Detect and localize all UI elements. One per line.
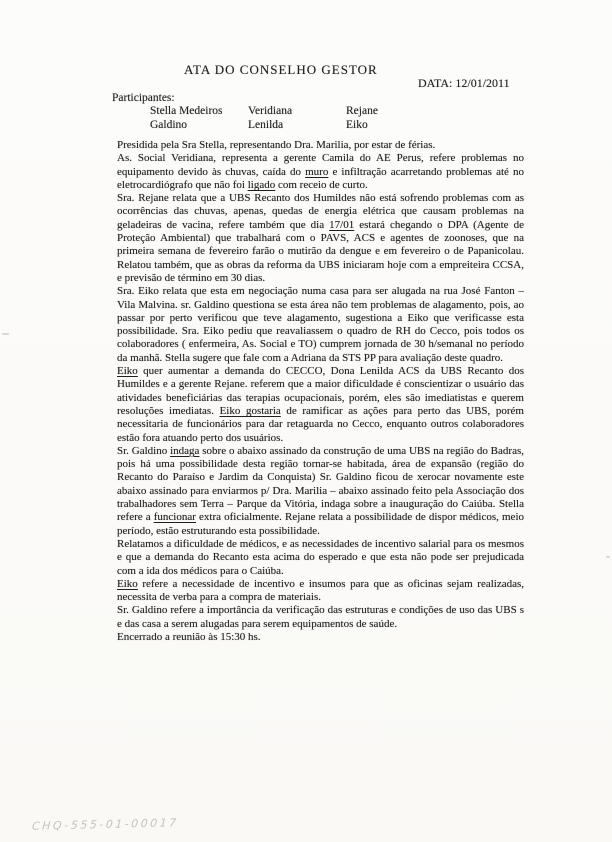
- participant-name: Galdino: [150, 118, 188, 131]
- participant-name: Veridiana: [248, 105, 293, 117]
- paragraph: [117, 365, 524, 445]
- text-segment: de ramificar as ações para perto das UBS, porém necessitaria de funcionários para dar retaguarda no Cecco, enquanto outros colaboradores estão fora atuando perto dos usuários.: [117, 404, 524, 444]
- paragraph: [117, 285, 524, 365]
- text-segment: Sr. Galdino: [117, 444, 171, 457]
- participants-row: [150, 105, 450, 119]
- paragraph: [117, 152, 524, 192]
- paragraph: [117, 538, 524, 578]
- text-segment: refere a necessidade de incentivo e insumos para que as oficinas sejam realizadas, necessita de verba para a compra de materiais.: [117, 577, 524, 604]
- text-segment: Presidida pela Sra Stella, representando Dra. Marilia, por estar de férias.: [117, 139, 436, 151]
- document-date: DATA: 12/01/2011: [418, 76, 510, 90]
- paragraph: [117, 139, 524, 152]
- text-segment: estará chegando o DPA (Agente de Proteção Ambiental) que trabalhará com o PAVS, ACS e agentes de zoonoses, que na primeira semana de fevereiro farão o mutirão da dengue e em fevereiro o de Papanicolau. Relatou também, que as obras da reforma da UBS iniciaram hoje com a empreiteira CCSA, e previsão de término em 30 dias.: [117, 218, 524, 284]
- participant-name: Stella Medeiros: [150, 105, 223, 117]
- text-segment: Relatamos a dificuldade de médicos, e as necessidades de incentivo salarial para os mesmos e que a demanda do Recanto esta acima do esperado e que esta não pode ser prejudicada com a ida dos médicos para o Caiúba.: [117, 537, 524, 577]
- closing-line: Encerrado a reunião às 15:30 hs.: [117, 630, 261, 643]
- paragraph: [117, 578, 524, 605]
- underlined-text: Eiko: [117, 365, 138, 378]
- underlined-text: indaga: [170, 444, 200, 457]
- scan-artifact: [606, 556, 610, 558]
- text-segment: As. Social Veridiana, representa a gerente Camila do AE Perus, refere problemas no equipamento devido às chuvas, caída do: [117, 152, 524, 178]
- text-segment: quer aumentar a demanda do CECCO, Dona Lenilda ACS da UBS Recanto dos Humildes e a gerente Rejane. referem que a maior dificuldade é conscientizar o usuário das atividades beneficiárias das terapias ocupacionais, porém, eles são imediatistas e querem resoluções imediatas.: [117, 365, 524, 417]
- handwritten-archive-code: CHQ-555-01-00017: [31, 816, 180, 833]
- participant-name: Lenilda: [248, 118, 284, 131]
- underlined-text: Eiko gostaria: [219, 404, 281, 417]
- text-segment: com receio de curto.: [275, 178, 368, 191]
- participants-list: [150, 105, 450, 132]
- underlined-text: 17/01: [329, 218, 355, 231]
- text-segment: Sra. Rejane relata que a UBS Recanto dos Humildes não está sofrendo problemas com as ocorrências das chuvas, apenas, quedas de energia elétrica que causam problemas na geladeiras de vacina, refere também que dia: [117, 192, 524, 231]
- scan-artifact: [2, 333, 9, 335]
- participants-label: Participantes:: [112, 92, 175, 104]
- text-segment: sobre o abaixo assinado da construção de uma UBS na região do Badras, pois há uma possibilidade desta região tornar-se habitada, área de expansão (região do Recanto do Paraíso e Jardim da Conquista) Sr. Galdino ficou de xerocar novamente este abaixo assinado para enviarmos p/ Dra. Marilia – abaixo assinado feito pela Associação dos trabalhadores sem Terra – Parque da Vitória, indaga sobre a inauguração do Caiúba. Stella refere a: [117, 444, 524, 524]
- paragraph: [117, 604, 524, 631]
- underlined-text: Eiko: [117, 577, 138, 590]
- text-segment: Sr. Galdino refere a importância da verificação das estruturas e condições de uso das UBS s e das casa a serem alugadas para serem equipamentos de saúde.: [117, 604, 524, 630]
- text-segment: Sra. Eiko relata que esta em negociação numa casa para ser alugada na rua José Fanton – Vila Malvina. sr. Galdino questiona se esta área não tem problemas de alagamento, pois, ao passar por perto verificou que teve alagamento, sugestiona a Eiko que verificasse esta possibilidade. Sra. Eiko pediu que reavaliassem o quadro de RH do Cecco, pois todos os colaboradores ( enfermeira, As. Social e TO) cumprem jornada de 30 h/semanal no período da manhã. Stella sugere que fale com a Adriana da STS PP para avaliação deste quadro.: [117, 285, 524, 364]
- paragraph: [117, 192, 524, 285]
- underlined-text: ligado: [247, 178, 276, 191]
- text-segment: extra oficialmente. Rejane relata a possibilidade de dispor médicos, meio período, estão estruturando esta possibilidade.: [117, 511, 524, 537]
- underlined-text: funcionar: [153, 511, 196, 524]
- paragraphs: [117, 139, 524, 631]
- underlined-text: muro: [305, 165, 329, 178]
- text-segment: e infiltração acarretando problemas até no eletrocardiógrafo que não foi: [117, 165, 525, 191]
- document-title: ATA DO CONSELHO GESTOR: [184, 62, 378, 77]
- paragraph: [117, 445, 524, 538]
- participant-name: Eiko: [346, 118, 368, 131]
- participant-name: Rejane: [346, 105, 378, 117]
- participants-row: [150, 119, 450, 133]
- document-body: [117, 139, 524, 644]
